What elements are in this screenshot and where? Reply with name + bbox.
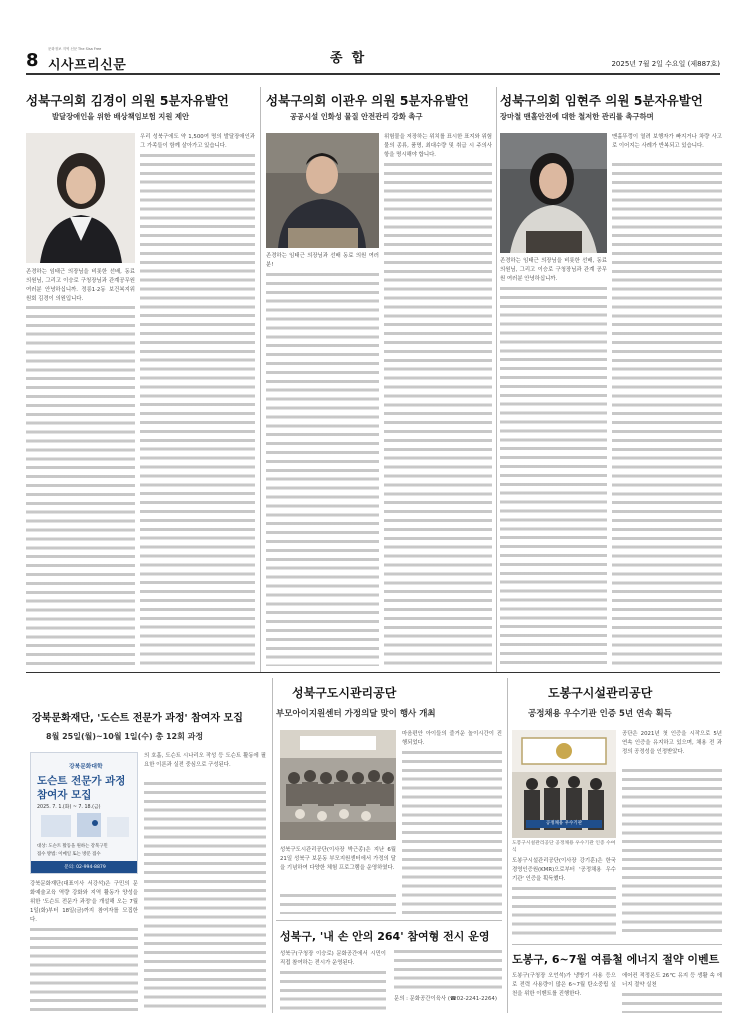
paper-tagline: 문화정보 지역 신문 (48, 47, 78, 51)
poster-target: 대상: 도슨트 활동을 원하는 강북구민 (37, 844, 108, 849)
photo-kim (26, 133, 135, 263)
photo-facilities (280, 730, 396, 840)
subhead-lee: 공공시설 인화성 물질 안전관리 강화 촉구 (290, 112, 423, 121)
exhibit-lead-a: 성북구(구청장 이승로) 문화공간에서 시민이 직접 참여하는 전시가 운영된다. (280, 951, 386, 966)
row-divider-3 (512, 944, 722, 945)
kim-lead-a: 우리 성북구에도 약 1,500여 명의 발달장애인과 그 가족들이 함께 살아가고 있습니다. (140, 134, 255, 149)
row-divider-2 (276, 920, 502, 921)
headline-exhibit: 성북구, '내 손 안의 264' 참여형 전시 운영 (280, 930, 490, 943)
subhead-kim: 발달장애인을 위한 배상책임보험 지원 제안 (52, 112, 190, 121)
culture-lead-b: 의 호흡, 도슨트 시나리오 작성 등 도슨트 활동에 필요한 이론과 실전 중심으로 구성된다. (144, 753, 266, 768)
divider-2 (496, 87, 497, 672)
dobong-lead-a: 공단은 2021년 첫 인증을 시작으로 5년 연속 인증을 유지하고 있으며, 채용 전 과정의 공정성을 인정받았다. (622, 731, 722, 755)
divider-3 (272, 678, 273, 1013)
row-divider-1 (26, 672, 720, 673)
summer-lead-b: 에어컨 적정온도 26℃ 유지 등 생활 속 에너지 절약 실천 (622, 973, 722, 988)
issue-date: 2025년 7월 2일 수요일 (제887호) (611, 60, 720, 68)
subhead-culture: 8월 25일(월)~10월 1일(수) 총 12회 과정 (46, 732, 204, 741)
headline-lee: 성북구의회 이관우 의원 5분자유발언 (266, 93, 469, 108)
poster-how: 접수 방법: 이메일 또는 방문 접수 (37, 852, 101, 857)
lim-lead-b: 맨홀뚜껑이 열려 보행자가 빠지거나 차량 사고로 이어지는 사례가 반복되고 있습니다. (612, 134, 722, 149)
poster-period: 2025. 7. 1.(화) ~ 7. 18.(금) (37, 805, 101, 810)
lim-col1-text (500, 287, 607, 666)
poster-title-1: 도슨트 전문가 과정 (37, 775, 126, 787)
section-title: 종 합 (330, 51, 365, 66)
dobong-photo-caption: 도봉구시설관리공단 공정채용 우수기관 인증 수여식 (512, 841, 616, 853)
lee-lead-a: 존경하는 임태근 의장님과 선배 동료 의원 여러분! (266, 253, 379, 268)
headline-kim: 성북구의회 김경이 의원 5분자유발언 (26, 93, 229, 108)
photo-lee (266, 133, 379, 248)
poster-phone: 문의: 02-994-8879 (31, 861, 138, 874)
facilities-col1-text (280, 894, 396, 914)
paper-name: 시사프리신문 (48, 58, 127, 73)
poster-title-2: 참여자 모집 (37, 789, 92, 801)
lim-lead-a: 존경하는 임태근 의장님을 비롯한 선배, 동료 의원님, 그리고 이승로 구청장님과 관계 공무원 여러분 안녕하십니까. (500, 258, 607, 282)
kim-lead-b: 존경하는 임태근 의장님을 비롯한 선배, 동료 의원님, 그리고 이승로 구청장님과 관계공무원 여러분 안녕하십니까. 정릉1·2동 보건복지위원회 김경이 의원입니다. (26, 269, 135, 302)
kim-col1-text (26, 306, 135, 666)
lim-col2-text (612, 163, 722, 666)
lee-col1-text (266, 273, 379, 666)
lee-col2-text (384, 163, 492, 666)
facilities-col2-text (402, 751, 502, 914)
headline-dobong: 도봉구시설관리공단 (548, 686, 653, 700)
subhead-facilities: 부모아이지원센터 가정의달 맞이 행사 개최 (276, 709, 436, 719)
exhibit-col1-text (280, 971, 386, 1013)
photo-dobong (512, 730, 616, 838)
photo-lim (500, 133, 607, 253)
lee-lead-b: 위험물을 저장하는 위치를 표시한 표지와 위험물의 종류, 품명, 최대수량 및 취급 시 주의사항을 명시해야 합니다. (384, 134, 492, 158)
divider-1 (260, 87, 261, 672)
culture-col1-text (30, 928, 138, 1013)
facilities-lead-b: 마음편안 아이들의 즐거운 놀이시간이 진행되었다. (402, 731, 502, 746)
headline-facilities: 성북구도시관리공단 (292, 686, 397, 700)
dobong-col1-text (512, 887, 616, 937)
summer-col2-text (622, 993, 722, 1013)
culture-lead-a: 강북문화재단(대표이사 서강석)은 구민의 문화예술교육 역량 강화와 지역 활동가 양성을 위한 '도슨트 전문가 과정'을 개설해 오는 7월 1일(화)부터 18일(금)까지 참여자를 모집한다. (30, 881, 138, 923)
headline-summer: 도봉구, 6~7월 여름철 에너지 절약 이벤트 (512, 953, 720, 966)
poster-illustration (37, 811, 133, 839)
facilities-lead-a: 성북구도시관리공단(이사장 박근종)은 지난 6월 21일 성북구 보문동 부모지원센터에서 가정의 달을 기념하여 다양한 체험 프로그램을 운영하였다. (280, 847, 396, 871)
paper-tagline-en: The Sisa Free (78, 47, 102, 51)
divider-4 (507, 678, 508, 1013)
dobong-col2-text (622, 769, 722, 937)
headline-lim: 성북구의회 임현주 의원 5분자유발언 (500, 93, 703, 108)
headline-culture: 강북문화재단, '도슨트 전문가 과정' 참여자 모집 (32, 713, 243, 724)
dobong-lead-b: 도봉구시설관리공단(이사장 강기훈)은 한국경영인증원(KMR)으로부터 '공정채용 우수기관' 인증을 획득했다. (512, 858, 616, 882)
summer-lead-a: 도봉구(구청장 오언석)가 냉방기 사용 등으로 전력 사용량이 많은 6~7월 탄소중립 실천을 위한 이벤트를 진행한다. (512, 973, 616, 997)
docent-poster (30, 752, 138, 874)
subhead-dobong: 공정채용 우수기관 인증 5년 연속 획득 (528, 709, 672, 719)
masthead-rule (26, 73, 720, 75)
exhibit-contact: 문의 : 문화공간이육사 (☎02-2241-2264) (394, 996, 497, 1002)
subhead-lim: 장마철 맨홀안전에 대한 철저한 관리를 촉구하며 (500, 112, 654, 121)
culture-col2-text (144, 782, 266, 1013)
cert-badge: 공정채용 우수기관 (526, 820, 602, 828)
exhibit-col2-text (394, 950, 502, 992)
kim-col2-text (140, 154, 255, 666)
page-number: 8 (26, 50, 39, 71)
poster-org: 강북문화대학 (69, 764, 103, 770)
